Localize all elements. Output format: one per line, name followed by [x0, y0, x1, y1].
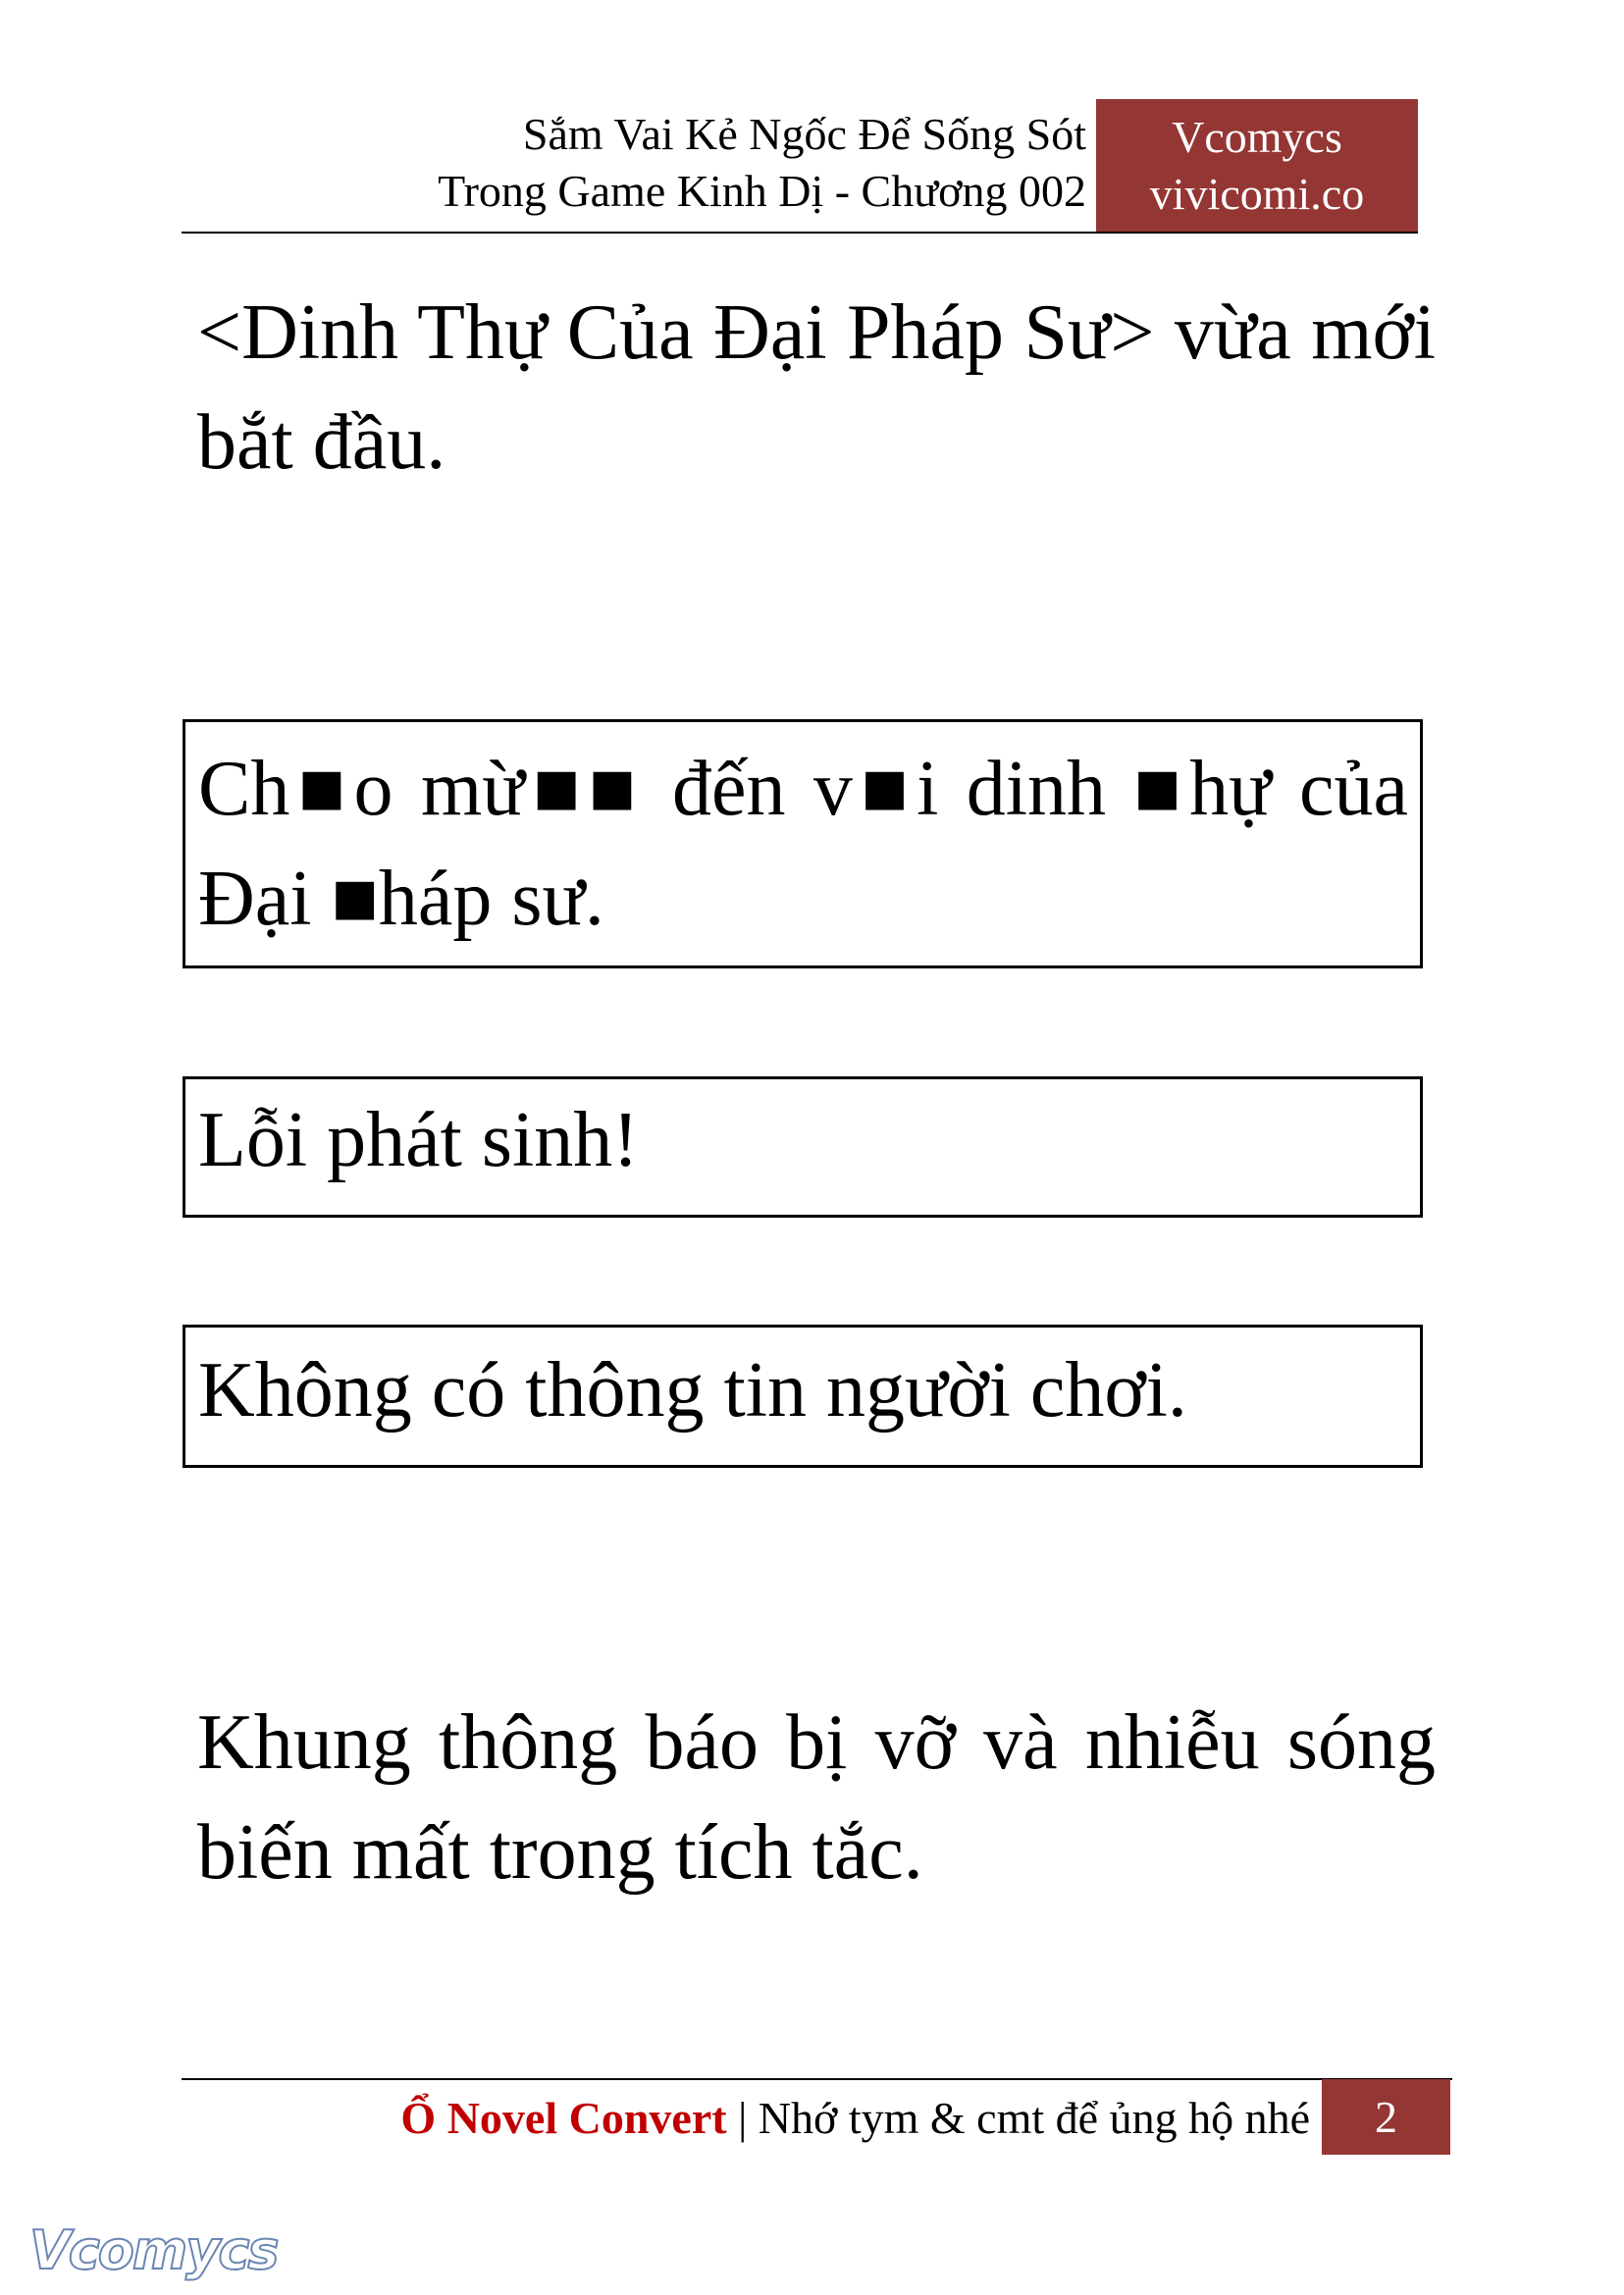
watermark-logo: Vcomycs [29, 2219, 278, 2281]
header-brand-name: Vcomycs [1172, 112, 1342, 162]
system-message-error-text: Lỗi phát sinh! [198, 1097, 639, 1183]
header-brand-site: vivicomi.co [1149, 169, 1365, 219]
header-divider [182, 232, 1418, 234]
system-message-welcome [183, 719, 1423, 968]
footer-brand: Ổ Novel Convert [400, 2093, 727, 2143]
header-title [341, 106, 1086, 220]
header-brand-badge [1096, 99, 1418, 233]
footer-text [400, 2090, 1310, 2147]
opening-paragraph: <Dinh Thự Của Đại Pháp Sư> vừa mới bắt đầu. [197, 289, 1436, 486]
system-message-error [183, 1076, 1423, 1218]
page-number: 2 [1322, 2079, 1450, 2155]
system-message-no-player-text: Không có thông tin người chơi. [198, 1347, 1187, 1434]
system-message-welcome-text: Ch■o mừ■■ đến v■i dinh ■hự của Đại ■háp sư. [198, 746, 1408, 942]
closing-paragraph: Khung thông báo bị vỡ và nhiễu sóng biến mất trong tích tắc. [197, 1699, 1436, 1896]
header-title-line1: Sắm Vai Kẻ Ngốc Để Sống Sót [522, 109, 1086, 159]
footer-message: Nhớ tym & cmt để ủng hộ nhé [758, 2093, 1310, 2143]
footer-separator: | [726, 2093, 759, 2143]
footer-divider [182, 2078, 1452, 2080]
system-message-no-player [183, 1325, 1423, 1468]
header-title-line2: Trong Game Kinh Dị - Chương 002 [438, 166, 1086, 216]
